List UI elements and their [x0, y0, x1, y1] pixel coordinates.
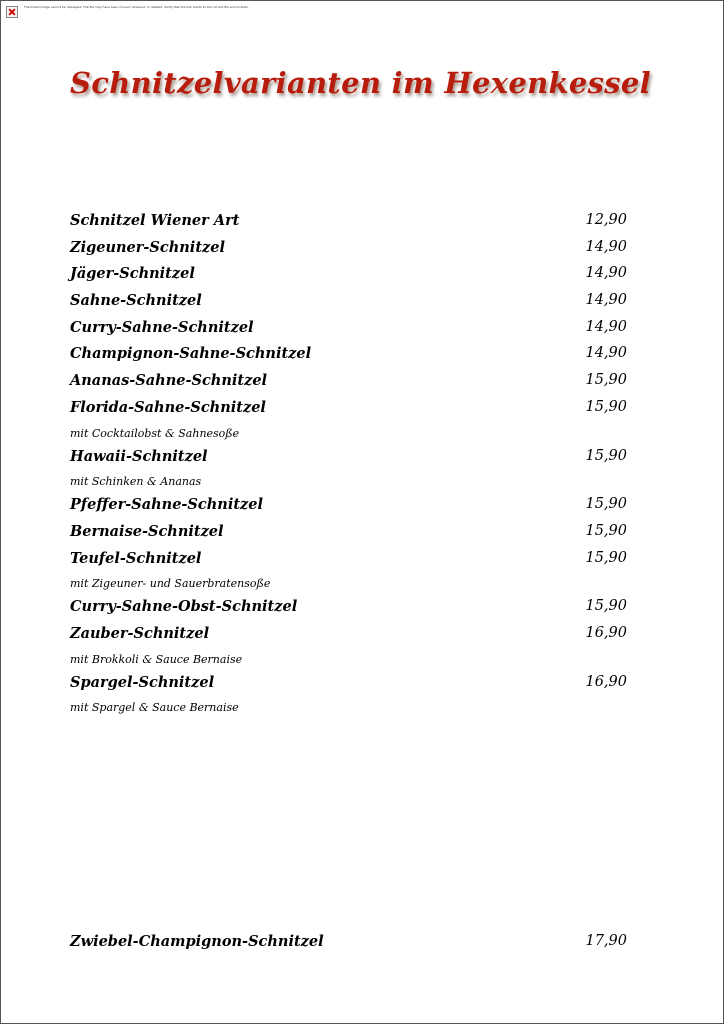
item-description: mit Spargel & Sauce Bernaise — [70, 701, 239, 715]
item-name: Hawaii-Schnitzel — [70, 447, 208, 465]
item-price: 15,90 — [585, 398, 627, 415]
item-price: 12,90 — [585, 212, 627, 228]
item-name: Schnitzel Wiener Art — [70, 212, 240, 229]
menu-item — [70, 236, 630, 263]
item-name: Pfeffer-Sahne-Schnitzel — [70, 496, 263, 514]
item-description: mit Schinken & Ananas — [70, 475, 202, 489]
item-description: mit Zigeuner- und Sauerbratensoße — [70, 577, 271, 591]
item-name: Ananas-Sahne-Schnitzel — [70, 372, 268, 390]
item-name: Champignon-Sahne-Schnitzel — [70, 345, 312, 363]
menu-item — [70, 671, 630, 698]
item-price: 15,90 — [585, 447, 627, 464]
item-name: Spargel-Schnitzel — [70, 673, 215, 691]
item-price: 15,90 — [585, 496, 627, 513]
item-name: Florida-Sahne-Schnitzel — [70, 398, 266, 416]
broken-image-notice: The linked image cannot be displayed. The file may have been moved, renamed, or deleted. Verify that the link points to the correct file and location. — [24, 5, 250, 9]
item-price: 15,90 — [585, 372, 627, 389]
menu-item — [70, 520, 630, 547]
menu-item — [70, 622, 630, 649]
item-price: 15,90 — [585, 522, 627, 539]
item-price: 16,90 — [585, 624, 627, 641]
item-description: mit Brokkoli & Sauce Bernaise — [70, 652, 243, 666]
item-price: 14,90 — [585, 318, 627, 335]
item-price: 14,90 — [585, 292, 627, 309]
item-price: 16,90 — [585, 673, 627, 690]
menu-item — [70, 493, 630, 520]
item-name: Sahne-Schnitzel — [70, 292, 202, 310]
item-name: Bernaise-Schnitzel — [70, 522, 224, 540]
menu-item — [70, 316, 630, 343]
broken-image-icon — [6, 6, 18, 18]
item-price: 15,90 — [585, 549, 627, 566]
menu-item — [70, 547, 630, 574]
menu-list — [70, 209, 630, 719]
menu-item — [70, 262, 630, 289]
menu-item — [70, 396, 630, 423]
menu-item — [70, 289, 630, 316]
item-price: 14,90 — [585, 238, 627, 255]
item-price: 14,90 — [585, 265, 627, 282]
menu-item — [70, 595, 630, 622]
item-description: mit Cocktailobst & Sahnesoße — [70, 426, 240, 440]
menu-item — [70, 369, 630, 396]
menu-title: Schnitzelvarianten im Hexenkessel — [70, 66, 651, 100]
menu-item — [70, 209, 630, 236]
item-name: Jäger-Schnitzel — [70, 265, 195, 283]
menu-item-bottom — [70, 930, 630, 956]
menu-item — [70, 342, 630, 369]
item-price: 14,90 — [585, 345, 627, 362]
item-name: Curry-Sahne-Obst-Schnitzel — [70, 598, 298, 616]
item-name: Teufel-Schnitzel — [70, 549, 202, 567]
item-name: Zauber-Schnitzel — [70, 624, 210, 642]
item-name: Curry-Sahne-Schnitzel — [70, 318, 254, 336]
menu-item — [70, 445, 630, 472]
item-price: 15,90 — [585, 598, 627, 615]
item-name: Zigeuner-Schnitzel — [70, 238, 225, 256]
item-price: 17,90 — [585, 933, 627, 949]
item-name: Zwiebel-Champignon-Schnitzel — [70, 933, 324, 950]
